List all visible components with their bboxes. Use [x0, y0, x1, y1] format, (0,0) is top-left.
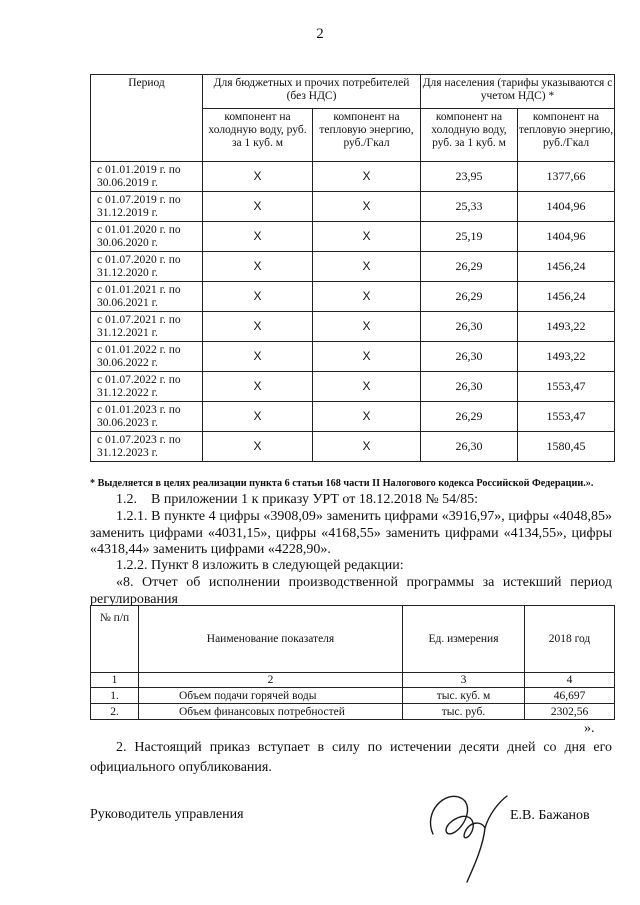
population-water-cell: 25,33	[421, 192, 518, 222]
budget-water-cell: X	[203, 432, 313, 462]
period-cell: с 01.07.2020 г. по 31.12.2020 г.	[91, 252, 203, 282]
table-row	[91, 372, 615, 402]
paragraph-1-2-1: 1.2.1. В пункте 4 цифры «3908,09» заменить цифрами «3916,97», цифры «4048,85» заменить цифрами «4031,15», цифры «4168,55» заменить цифрами «4134,55», цифры «4318,44» заменить цифрами «4228,90».	[90, 509, 612, 557]
table-row	[91, 342, 615, 372]
population-heat-cell: 1377,66	[518, 162, 615, 192]
budget-heat-cell: X	[313, 222, 421, 252]
row-num: 1.	[91, 688, 139, 704]
population-heat-cell: 1404,96	[518, 192, 615, 222]
population-water-cell: 26,30	[421, 342, 518, 372]
budget-heat-cell: X	[313, 402, 421, 432]
budget-water-cell: X	[203, 342, 313, 372]
population-heat-cell: 1493,22	[518, 342, 615, 372]
population-heat-cell: 1553,47	[518, 402, 615, 432]
population-water-cell: 25,19	[421, 222, 518, 252]
period-cell: с 01.01.2019 г. по 30.06.2019 г.	[91, 162, 203, 192]
table-row	[91, 282, 615, 312]
header-budget-cold-water: компонент на холодную воду, руб. за 1 куб. м	[203, 109, 313, 162]
header-name: Наименование показателя	[139, 606, 403, 673]
budget-water-cell: X	[203, 252, 313, 282]
row-unit: тыс. руб.	[403, 704, 525, 720]
handwritten-signature	[415, 772, 525, 887]
period-cell: с 01.01.2023 г. по 30.06.2023 г.	[91, 402, 203, 432]
table-row	[91, 222, 615, 252]
budget-water-cell: X	[203, 162, 313, 192]
budget-heat-cell: X	[313, 252, 421, 282]
row-name: Объем подачи горячей воды	[139, 688, 403, 704]
population-heat-cell: 1456,24	[518, 282, 615, 312]
budget-heat-cell: X	[313, 312, 421, 342]
header-period: Период	[91, 75, 203, 162]
population-heat-cell: 1553,47	[518, 372, 615, 402]
period-cell: с 01.07.2019 г. по 31.12.2019 г.	[91, 192, 203, 222]
page-number: 2	[316, 26, 324, 42]
signature-title: Руководитель управления	[90, 807, 244, 822]
header-population-heat-energy: компонент на тепловую энергию, руб./Гкал	[518, 109, 615, 162]
period-cell: с 01.07.2023 г. по 31.12.2023 г.	[91, 432, 203, 462]
table-row	[91, 688, 615, 704]
table-row	[91, 252, 615, 282]
paragraph-point-8: «8. Отчет об исполнении производственной программы за истекший период регулирования	[90, 575, 612, 607]
tariff-table	[90, 74, 615, 462]
row-value: 2302,56	[525, 704, 615, 720]
table-row	[91, 402, 615, 432]
table-row	[91, 704, 615, 720]
column-number: 3	[403, 673, 525, 688]
footnote: * Выделяется в целях реализации пункта 6 статьи 168 части II Налогового кодекса Российской Федерации.».	[90, 478, 594, 489]
population-water-cell: 26,29	[421, 252, 518, 282]
population-water-cell: 26,30	[421, 432, 518, 462]
population-heat-cell: 1493,22	[518, 312, 615, 342]
period-cell: с 01.01.2021 г. по 30.06.2021 г.	[91, 282, 203, 312]
budget-water-cell: X	[203, 192, 313, 222]
budget-water-cell: X	[203, 282, 313, 312]
population-water-cell: 26,29	[421, 282, 518, 312]
header-budget-group: Для бюджетных и прочих потребителей (без НДС)	[203, 75, 421, 109]
paragraph-2: 2. Настоящий приказ вступает в силу по истечении десяти дней со дня его официального опубликования.	[90, 740, 612, 775]
period-cell: с 01.01.2020 г. по 30.06.2020 г.	[91, 222, 203, 252]
population-water-cell: 26,30	[421, 372, 518, 402]
period-cell: с 01.01.2022 г. по 30.06.2022 г.	[91, 342, 203, 372]
population-heat-cell: 1404,96	[518, 222, 615, 252]
row-name: Объем финансовых потребностей	[139, 704, 403, 720]
budget-heat-cell: X	[313, 192, 421, 222]
header-year: 2018 год	[525, 606, 615, 673]
signature-name: Е.В. Бажанов	[510, 808, 590, 823]
budget-heat-cell: X	[313, 342, 421, 372]
period-cell: с 01.07.2021 г. по 31.12.2021 г.	[91, 312, 203, 342]
budget-water-cell: X	[203, 222, 313, 252]
paragraph-1-2: 1.2. В приложении 1 к приказу УРТ от 18.12.2018 № 54/85:	[116, 492, 478, 507]
column-number: 4	[525, 673, 615, 688]
header-budget-heat-energy: компонент на тепловую энергию, руб./Гкал	[313, 109, 421, 162]
budget-heat-cell: X	[313, 372, 421, 402]
population-heat-cell: 1456,24	[518, 252, 615, 282]
budget-water-cell: X	[203, 312, 313, 342]
budget-heat-cell: X	[313, 162, 421, 192]
population-heat-cell: 1580,45	[518, 432, 615, 462]
table-row	[91, 192, 615, 222]
population-water-cell: 23,95	[421, 162, 518, 192]
population-water-cell: 26,29	[421, 402, 518, 432]
period-cell: с 01.07.2022 г. по 31.12.2022 г.	[91, 372, 203, 402]
header-population-group: Для населения (тарифы указываются с учетом НДС) *	[421, 75, 615, 109]
population-water-cell: 26,30	[421, 312, 518, 342]
row-num: 2.	[91, 704, 139, 720]
closing-quote: ».	[584, 721, 595, 736]
table-row	[91, 162, 615, 192]
header-unit: Ед. измерения	[403, 606, 525, 673]
paragraph-1-2-2: 1.2.2. Пункт 8 изложить в следующей редакции:	[116, 558, 404, 573]
column-number: 2	[139, 673, 403, 688]
program-table	[90, 605, 615, 720]
budget-heat-cell: X	[313, 432, 421, 462]
budget-water-cell: X	[203, 372, 313, 402]
budget-water-cell: X	[203, 402, 313, 432]
table-row	[91, 432, 615, 462]
row-value: 46,697	[525, 688, 615, 704]
header-population-cold-water: компонент на холодную воду, руб. за 1 куб. м	[421, 109, 518, 162]
budget-heat-cell: X	[313, 282, 421, 312]
header-num: № п/п	[91, 606, 139, 673]
column-number: 1	[91, 673, 139, 688]
table-row	[91, 312, 615, 342]
row-unit: тыс. куб. м	[403, 688, 525, 704]
